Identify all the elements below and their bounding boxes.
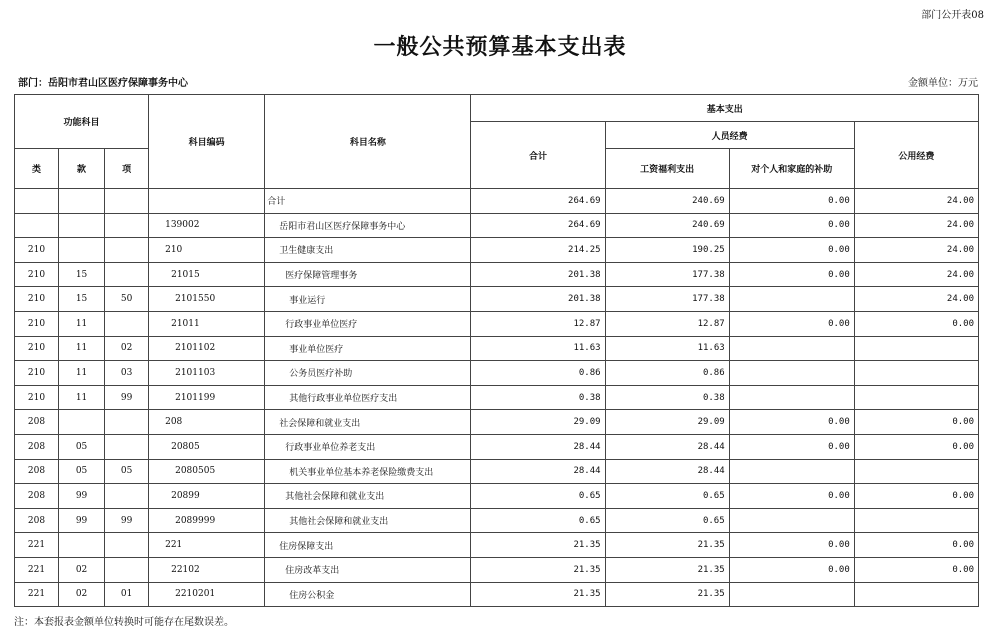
cell-kuan: 15 [59,287,105,312]
cell-public: 0.00 [854,311,978,336]
cell-subsidy: 0.00 [729,533,854,558]
table-row [15,262,979,287]
header-wages: 工资福利支出 [605,149,729,189]
cell-total: 264.69 [471,189,605,214]
cell-subject-code: 2101102 [149,336,265,361]
footnote: 注：本套报表金额单位转换时可能存在尾数误差。 [14,617,234,628]
cell-kuan: 02 [59,582,105,607]
cell-subsidy: 0.00 [729,557,854,582]
table-row [15,385,979,410]
cell-kuan [59,410,105,435]
cell-public: 0.00 [854,557,978,582]
cell-total: 12.87 [471,311,605,336]
amount-unit-label: 金额单位：万元 [908,78,978,89]
cell-subject-name: 其他社会保障和就业支出 [265,484,471,509]
table-row [15,287,979,312]
cell-subsidy [729,336,854,361]
table-row [15,336,979,361]
cell-lei: 208 [15,434,59,459]
cell-public: 24.00 [854,287,978,312]
cell-subject-name: 卫生健康支出 [265,238,471,263]
cell-kuan: 11 [59,336,105,361]
cell-subject-code: 2210201 [149,582,265,607]
cell-kuan: 05 [59,459,105,484]
cell-lei: 210 [15,311,59,336]
cell-public [854,336,978,361]
cell-wages: 177.38 [605,262,729,287]
cell-wages: 12.87 [605,311,729,336]
cell-subject-code: 21015 [149,262,265,287]
cell-total: 0.65 [471,484,605,509]
cell-subject-code [149,189,265,214]
cell-xiang [105,238,149,263]
cell-lei: 210 [15,336,59,361]
cell-lei: 210 [15,262,59,287]
cell-xiang [105,213,149,238]
cell-subsidy [729,287,854,312]
cell-public [854,582,978,607]
cell-wages: 0.65 [605,484,729,509]
cell-subject-name: 住房公积金 [265,582,471,607]
cell-total: 21.35 [471,582,605,607]
cell-xiang: 03 [105,361,149,386]
cell-subject-name: 其他行政事业单位医疗支出 [265,385,471,410]
cell-subsidy: 0.00 [729,189,854,214]
cell-public [854,459,978,484]
cell-xiang [105,410,149,435]
cell-xiang: 05 [105,459,149,484]
cell-total: 264.69 [471,213,605,238]
cell-subject-code: 20805 [149,434,265,459]
cell-kuan [59,189,105,214]
header-personnel: 人员经费 [605,122,854,149]
table-row [15,410,979,435]
table-row [15,508,979,533]
cell-lei: 210 [15,361,59,386]
cell-public: 24.00 [854,262,978,287]
cell-subject-code: 208 [149,410,265,435]
cell-public: 24.00 [854,238,978,263]
cell-lei: 208 [15,484,59,509]
cell-wages: 21.35 [605,533,729,558]
cell-subject-name: 合计 [265,189,471,214]
cell-subsidy [729,361,854,386]
cell-subsidy: 0.00 [729,311,854,336]
cell-lei: 221 [15,533,59,558]
cell-wages: 190.25 [605,238,729,263]
table-row [15,484,979,509]
table-row [15,434,979,459]
cell-public: 0.00 [854,533,978,558]
cell-total: 201.38 [471,262,605,287]
cell-subject-code: 221 [149,533,265,558]
cell-subject-name: 事业运行 [265,287,471,312]
cell-wages: 21.35 [605,557,729,582]
cell-subject-name: 住房保障支出 [265,533,471,558]
table-row [15,311,979,336]
cell-subject-code: 22102 [149,557,265,582]
table-row [15,582,979,607]
cell-wages: 0.86 [605,361,729,386]
cell-kuan [59,238,105,263]
header-public: 公用经费 [854,122,978,189]
cell-xiang: 50 [105,287,149,312]
cell-kuan: 99 [59,508,105,533]
cell-xiang: 99 [105,385,149,410]
cell-xiang [105,484,149,509]
cell-wages: 0.65 [605,508,729,533]
cell-subject-name: 事业单位医疗 [265,336,471,361]
cell-xiang [105,311,149,336]
cell-xiang [105,434,149,459]
cell-subject-code: 139002 [149,213,265,238]
form-number: 部门公开表08 [921,10,984,21]
cell-subject-name: 医疗保障管理事务 [265,262,471,287]
cell-total: 214.25 [471,238,605,263]
cell-lei: 208 [15,410,59,435]
table-row [15,533,979,558]
cell-total: 21.35 [471,557,605,582]
cell-subject-name: 行政事业单位医疗 [265,311,471,336]
table-row [15,557,979,582]
cell-total: 201.38 [471,287,605,312]
cell-kuan: 11 [59,361,105,386]
cell-subsidy: 0.00 [729,434,854,459]
header-subject-name: 科目名称 [265,95,471,189]
cell-public: 0.00 [854,434,978,459]
header-func-subject: 功能科目 [15,95,149,149]
cell-subject-name: 社会保障和就业支出 [265,410,471,435]
cell-subject-code: 2089999 [149,508,265,533]
cell-lei [15,189,59,214]
cell-kuan: 11 [59,385,105,410]
header-lei: 类 [15,149,59,189]
cell-total: 29.09 [471,410,605,435]
cell-public: 0.00 [854,484,978,509]
cell-subject-code: 2080505 [149,459,265,484]
header-basic-expense: 基本支出 [471,95,979,122]
cell-xiang: 01 [105,582,149,607]
cell-subsidy [729,582,854,607]
cell-subject-name: 岳阳市君山区医疗保障事务中心 [265,213,471,238]
table-row [15,361,979,386]
cell-subject-code: 2101103 [149,361,265,386]
cell-subsidy: 0.00 [729,238,854,263]
cell-public [854,361,978,386]
cell-kuan: 11 [59,311,105,336]
table-row [15,459,979,484]
cell-lei: 210 [15,385,59,410]
cell-subject-name: 其他社会保障和就业支出 [265,508,471,533]
cell-wages: 177.38 [605,287,729,312]
cell-total: 28.44 [471,434,605,459]
cell-subsidy [729,385,854,410]
cell-total: 11.63 [471,336,605,361]
cell-lei: 208 [15,508,59,533]
cell-lei: 210 [15,238,59,263]
table-row [15,213,979,238]
header-xiang: 项 [105,149,149,189]
cell-total: 0.65 [471,508,605,533]
cell-xiang [105,189,149,214]
cell-kuan: 02 [59,557,105,582]
header-kuan: 款 [59,149,105,189]
cell-lei: 208 [15,459,59,484]
cell-subsidy: 0.00 [729,213,854,238]
cell-subsidy [729,508,854,533]
cell-lei: 210 [15,287,59,312]
cell-lei: 221 [15,557,59,582]
cell-kuan: 15 [59,262,105,287]
cell-wages: 28.44 [605,459,729,484]
cell-kuan: 99 [59,484,105,509]
cell-public: 0.00 [854,410,978,435]
cell-lei [15,213,59,238]
cell-wages: 28.44 [605,434,729,459]
cell-public: 24.00 [854,189,978,214]
cell-kuan [59,213,105,238]
cell-kuan: 05 [59,434,105,459]
cell-wages: 11.63 [605,336,729,361]
cell-total: 0.38 [471,385,605,410]
cell-kuan [59,533,105,558]
cell-subject-code: 21011 [149,311,265,336]
cell-subject-code: 20899 [149,484,265,509]
cell-subject-name: 住房改革支出 [265,557,471,582]
cell-lei: 221 [15,582,59,607]
budget-expenditure-table [14,94,979,607]
cell-xiang [105,262,149,287]
cell-xiang [105,557,149,582]
header-subject-code: 科目编码 [149,95,265,189]
cell-wages: 29.09 [605,410,729,435]
cell-wages: 240.69 [605,189,729,214]
cell-public [854,385,978,410]
cell-public: 24.00 [854,213,978,238]
cell-wages: 240.69 [605,213,729,238]
cell-xiang [105,533,149,558]
cell-subsidy: 0.00 [729,410,854,435]
page-title: 一般公共预算基本支出表 [373,34,627,60]
cell-subsidy: 0.00 [729,484,854,509]
cell-wages: 21.35 [605,582,729,607]
cell-subject-name: 公务员医疗补助 [265,361,471,386]
cell-subsidy: 0.00 [729,262,854,287]
cell-subject-code: 2101199 [149,385,265,410]
cell-total: 28.44 [471,459,605,484]
cell-xiang: 99 [105,508,149,533]
cell-subject-code: 210 [149,238,265,263]
cell-subsidy [729,459,854,484]
table-row [15,238,979,263]
department-label: 部门：岳阳市君山区医疗保障事务中心 [18,78,188,89]
table-row [15,189,979,214]
cell-total: 21.35 [471,533,605,558]
cell-subject-name: 机关事业单位基本养老保险缴费支出 [265,459,471,484]
header-total: 合计 [471,122,605,189]
cell-public [854,508,978,533]
cell-subject-code: 2101550 [149,287,265,312]
cell-wages: 0.38 [605,385,729,410]
cell-subject-name: 行政事业单位养老支出 [265,434,471,459]
cell-xiang: 02 [105,336,149,361]
cell-total: 0.86 [471,361,605,386]
header-subsidy: 对个人和家庭的补助 [729,149,854,189]
